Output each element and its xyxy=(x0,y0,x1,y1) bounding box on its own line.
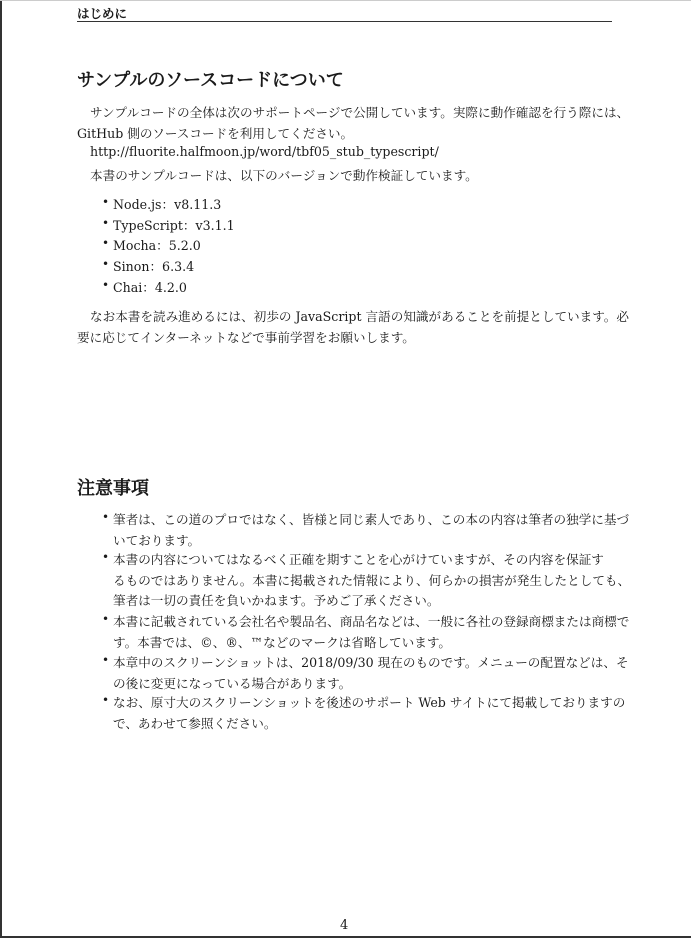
note-item-line: なお、原寸大のスクリーンショットを後述のサポート Web サイトにて掲載しておりますの xyxy=(113,695,626,710)
paragraph-line: なお本書を読み進めるには、初歩の JavaScript 言語の知識があることを前提としています。必 xyxy=(90,309,629,324)
bullet-icon: • xyxy=(102,236,110,250)
paragraph-line: GitHub 側のソースコードを利用してください。 xyxy=(77,126,354,141)
running-header: はじめに xyxy=(77,6,128,21)
header-rule xyxy=(77,21,612,22)
bullet-icon: • xyxy=(102,550,110,564)
bullet-icon: • xyxy=(102,257,110,271)
bullet-icon: • xyxy=(102,278,110,292)
note-item-line: 筆者は、この道のプロではなく、皆様と同じ素人であり、この本の内容は筆者の独学に基づ xyxy=(113,512,630,527)
bullet-icon: • xyxy=(102,653,110,667)
note-item-line: 筆者は一切の責任を負いかねます。予めご了承ください。 xyxy=(113,593,440,608)
bullet-icon: • xyxy=(102,510,110,524)
note-item-line: 本書に記載されている会社名や製品名、商品名などは、一般に各社の登録商標または商標で xyxy=(113,614,630,629)
version-item: Node.js：v8.11.3 xyxy=(113,197,222,212)
note-item-line: 本書の内容についてはなるべく正確を期すことを心がけていますが、その内容を保証す xyxy=(113,552,604,567)
note-item-line: す。本書では、©、®、™などのマークは省略しています。 xyxy=(113,634,452,650)
page-number: 4 xyxy=(340,918,349,933)
top-divider xyxy=(0,0,691,1)
bullet-icon: • xyxy=(102,612,110,626)
note-item-line: の後に変更になっている場合があります。 xyxy=(113,675,352,691)
section-title-notes: 注意事項 xyxy=(77,478,149,499)
paragraph-line: サンプルコードの全体は次のサポートページで公開しています。実際に動作確認を行う際には、 xyxy=(90,105,630,120)
version-item: TypeScript：v3.1.1 xyxy=(113,218,235,233)
version-item: Mocha：5.2.0 xyxy=(113,238,201,253)
note-item-line: で、あわせて参照ください。 xyxy=(113,715,277,731)
note-item-line: るものではありません。本書に掲載された情報により、何らかの損害が発生したとしても、 xyxy=(113,572,631,588)
paragraph-line: 本書のサンプルコードは、以下のバージョンで動作検証しています。 xyxy=(90,168,478,183)
paragraph-line: 要に応じてインターネットなどで事前学習をお願いします。 xyxy=(77,330,415,345)
version-item: Sinon：6.3.4 xyxy=(113,259,195,274)
note-item-line: 本章中のスクリーンショットは、2018/09/30 現在のものです。メニューの配置などは、そ xyxy=(113,655,629,670)
bullet-icon: • xyxy=(102,195,110,209)
bullet-icon: • xyxy=(102,693,110,707)
bullet-icon: • xyxy=(102,216,110,230)
version-item: Chai：4.2.0 xyxy=(113,280,187,295)
note-item-line: いております。 xyxy=(113,532,201,548)
section-title-sample-code: サンプルのソースコードについて xyxy=(77,70,344,91)
source-url-link[interactable]: http://fluorite.halfmoon.jp/word/tbf05_stub_typescript/ xyxy=(90,144,439,159)
